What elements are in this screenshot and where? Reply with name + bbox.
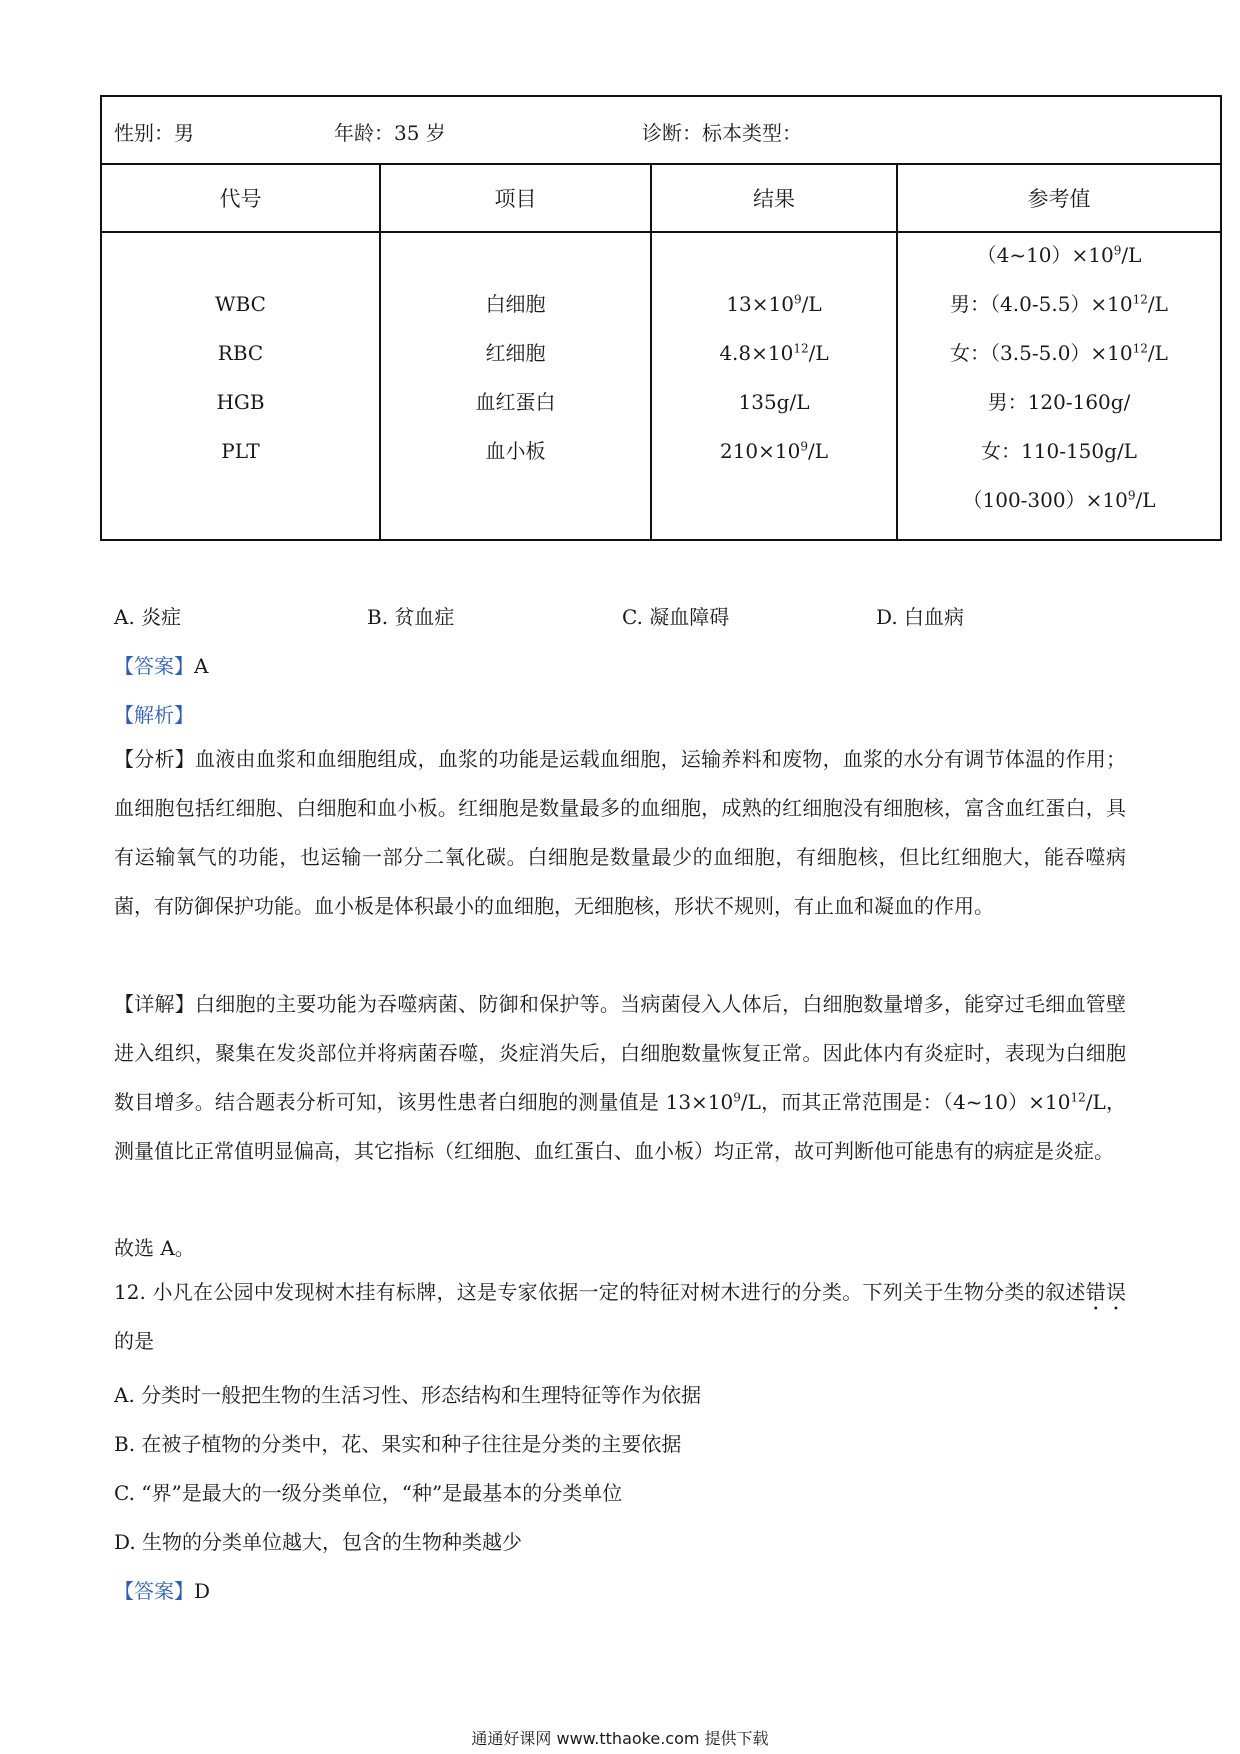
answer-tag: 【答案】: [114, 654, 194, 678]
answer-tag: 【答案】: [114, 1579, 194, 1603]
code-cell: RBC: [217, 341, 264, 365]
code-cell: HGB: [216, 390, 265, 414]
patient-age: 年龄：35 岁: [334, 121, 446, 145]
reference-cell: 女：110-150g/L: [981, 439, 1137, 463]
q12-option-b: B. 在被子植物的分类中，花、果实和种子往往是分类的主要依据: [114, 1432, 682, 1456]
code-cell: WBC: [215, 292, 266, 316]
patient-diagnosis: 诊断：标本类型：: [642, 121, 802, 145]
q12-option-a: A. 分类时一般把生物的生活习性、形态结构和生理特征等作为依据: [114, 1383, 702, 1407]
q11-option-d: D. 白血病: [876, 605, 965, 629]
reference-cell: $(4\sim 10)\times 10^9/L$: [976, 243, 1142, 267]
q11-answer: 【答案】A: [114, 654, 209, 678]
item-cell: 红细胞: [485, 341, 546, 365]
result-cell: $210\times 10^9/L$: [719, 439, 829, 463]
code-cell: PLT: [221, 439, 260, 463]
reference-column: [898, 233, 1220, 539]
item-cell: 血红蛋白: [475, 390, 556, 414]
reference-cell: 男：$(4.0-5.5)\times 10^{12}/L$: [950, 292, 1168, 316]
patient-sex: 性别：男: [114, 121, 194, 145]
q11-detail-paragraph: 【详解】白细胞的主要功能为吞噬病菌、防御和保护等。当病菌侵入人体后，白细胞数量增多，能穿过毛细血管壁进入组织，聚集在发炎部位并将病菌吞噬，炎症消失后，白细胞数量恢复正常。因此体内有炎症时，表现为白细胞数目增多。结合题表分析可知，该男性患者白细胞的测量值是 $13\times 10^9/L$，而其正常范围是：$(4\sim 10)\times 10^{12}/L$，测量值比正常值明显偏高，其它指标（红细胞、血红蛋白、血小板）均正常，故可判断他可能患有的病症是炎症。: [114, 992, 1127, 1163]
code-column: [102, 233, 381, 539]
q12-option-c: C. “界”是最大的一级分类单位，“种”是最基本的分类单位: [114, 1481, 623, 1505]
item-cell: 白细胞: [485, 292, 546, 316]
lab-report-table: [100, 95, 1222, 541]
q11-conclusion: 故选 A。: [114, 1236, 195, 1260]
page-footer: 通通好课网 www.tthaoke.com 提供下载: [471, 1729, 769, 1748]
reference-cell: 男：120-160g/: [987, 390, 1131, 414]
q12-option-d: D. 生物的分类单位越大，包含的生物种类越少: [114, 1530, 523, 1554]
header-item: 项目: [381, 165, 652, 233]
result-column: [652, 233, 898, 539]
reference-cell: $(100-300)\times 10^9/L$: [962, 488, 1156, 512]
q12-answer: 【答案】D: [114, 1579, 211, 1603]
item-cell: 血小板: [485, 439, 546, 463]
result-cell: $4.8\times 10^{12}/L$: [719, 341, 829, 365]
q11-analysis-heading: 【解析】: [114, 703, 194, 727]
q11-analysis-paragraph: 【分析】血液由血浆和血细胞组成，血浆的功能是运载血细胞，运输养料和废物，血浆的水分有调节体温的作用；血细胞包括红细胞、白细胞和血小板。红细胞是数量最多的血细胞，成熟的红细胞没有细胞核，富含血红蛋白，具有运输氧气的功能，也运输一部分二氧化碳。白细胞是数量最少的血细胞，有细胞核，但比红细胞大，能吞噬病菌，有防御保护功能。血小板是体积最小的血细胞，无细胞核，形状不规则，有止血和凝血的作用。: [114, 747, 1127, 918]
reference-cell: 女：$(3.5-5.0)\times 10^{12}/L$: [950, 341, 1168, 365]
header-reference: 参考值: [898, 165, 1220, 233]
q11-option-c: C. 凝血障碍: [622, 605, 730, 629]
item-column: [381, 233, 652, 539]
q12-stem: 12. 小凡在公园中发现树木挂有标牌，这是专家依据一定的特征对树木进行的分类。下列关于生物分类的叙述错误的是: [114, 1280, 1127, 1353]
header-result: 结果: [652, 165, 898, 233]
result-cell: $13\times 10^9/L$: [726, 292, 822, 316]
patient-info-row: [102, 97, 1220, 165]
q11-option-a: A. 炎症: [114, 605, 182, 629]
q11-option-b: B. 贫血症: [367, 605, 455, 629]
header-code: 代号: [102, 165, 381, 233]
result-cell: 135g/L: [738, 390, 810, 414]
